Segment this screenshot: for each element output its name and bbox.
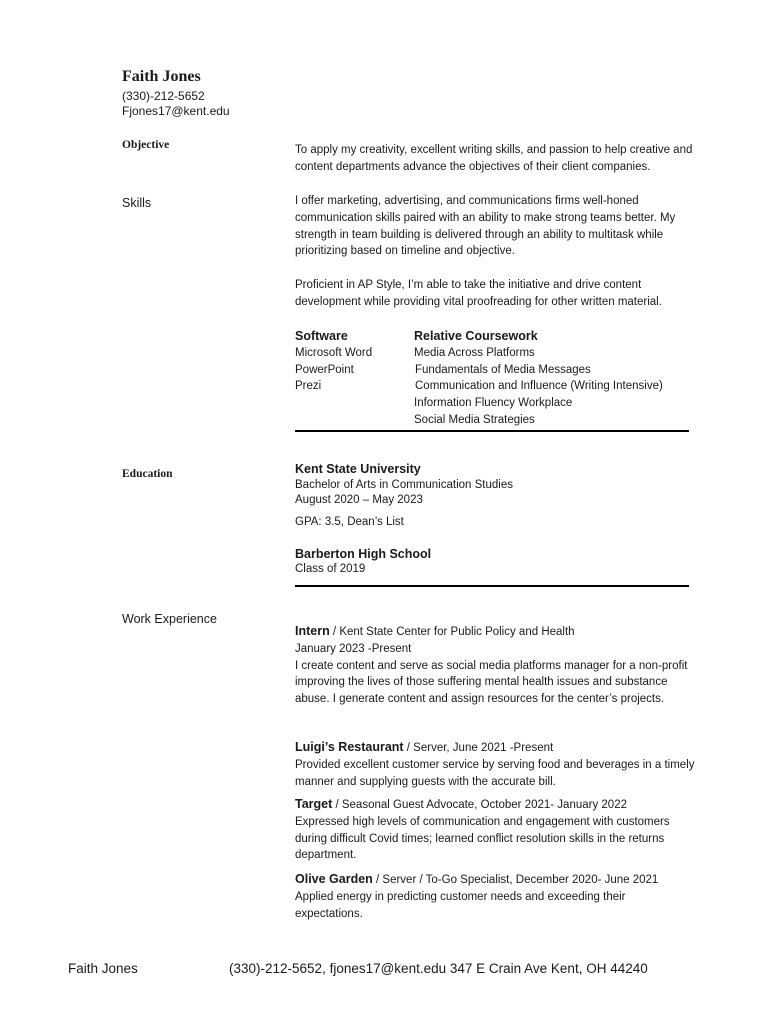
coursework-heading: Relative Coursework: [414, 329, 538, 343]
footer-contact: (330)-212-5652, fjones17@kent.edu 347 E Crain Ave Kent, OH 44240: [229, 961, 648, 976]
skills-paragraph-1: [295, 193, 695, 260]
job-entry: [295, 739, 695, 790]
job-detail: / Seasonal Guest Advocate, October 2021- January 2022: [332, 799, 627, 811]
objective-paragraph: To apply my creativity, excellent writing skills, and passion to help creative and content departments advance the objectives of their client companies.: [295, 144, 693, 173]
section-divider: [295, 430, 689, 432]
coursework-item: Social Media Strategies: [414, 413, 535, 426]
high-school-name: Barberton High School: [295, 546, 432, 561]
education-label: Education: [122, 468, 173, 480]
resume-name: Faith Jones: [122, 68, 201, 85]
job-description: Provided excellent customer service by serving food and beverages in a timely manner and supplying guests with the accurate bill.: [295, 758, 695, 788]
skills-label: Skills: [122, 196, 152, 210]
job-detail: / Server / To-Go Specialist, December 2020- June 2021: [372, 874, 659, 886]
job-dates: January 2023 -Present: [295, 642, 412, 655]
objective-label: Objective: [122, 139, 170, 151]
section-divider: [295, 585, 689, 587]
job-entry: [295, 871, 695, 922]
work-experience-label: Work Experience: [122, 612, 217, 626]
education-block: [295, 461, 695, 578]
coursework-item: Communication and Influence (Writing Intensive): [415, 380, 663, 393]
coursework-item: Information Fluency Workplace: [414, 397, 573, 410]
coursework-item: Media Across Platforms: [414, 346, 535, 359]
skills-text-2: Proficient in AP Style, I’m able to take the initiative and drive content development while providing vital proofreading for other written material.: [295, 279, 662, 308]
email-address: Fjones17@kent.edu: [122, 104, 230, 118]
job-title: Intern: [295, 624, 330, 638]
graduation-class: Class of 2019: [295, 563, 366, 576]
job-detail: / Server, June 2021 -Present: [403, 742, 554, 754]
software-list: [295, 328, 372, 395]
job-entry: [295, 796, 695, 864]
job-title: Olive Garden: [295, 872, 373, 886]
software-item: Microsoft Word: [295, 346, 373, 359]
software-item: PowerPoint: [295, 363, 354, 376]
degree: Bachelor of Arts in Communication Studies: [295, 478, 513, 491]
skills-paragraph-2: [295, 277, 695, 311]
job-description: Applied energy in predicting customer needs and exceeding their expectations.: [295, 890, 626, 920]
job-title: Target: [295, 797, 333, 811]
coursework-item: Fundamentals of Media Messages: [415, 363, 591, 376]
footer-name: Faith Jones: [68, 961, 138, 976]
objective-text: [295, 142, 695, 176]
job-description: Expressed high levels of communication and engagement with customers during difficult Covid times; learned conflict resolution skills in the returns department.: [295, 815, 670, 862]
coursework-list: [414, 328, 663, 429]
university-name: Kent State University: [295, 462, 421, 476]
job-detail: / Kent State Center for Public Policy and Health: [329, 626, 575, 638]
job-entry: [295, 623, 695, 708]
phone-number: (330)-212-5652: [122, 89, 205, 103]
education-dates: August 2020 – May 2023: [295, 494, 423, 507]
software-heading: Software: [295, 329, 348, 343]
gpa: GPA: 3.5, Dean’s List: [295, 515, 404, 528]
software-item: Prezi: [295, 380, 322, 393]
skills-text-1: I offer marketing, advertising, and communications firms well-honed communication skills paired with an ability to make strong teams better. My strength in team building is delivered through an ability to multitask while prioritizing based on timeline and objective.: [295, 195, 676, 258]
job-description: I create content and serve as social media platforms manager for a non-profit improving the lives of those suffering mental health issues and substance abuse. I generate content and assign resources for the center’s projects.: [295, 659, 688, 706]
job-title: Luigi’s Restaurant: [295, 740, 404, 754]
